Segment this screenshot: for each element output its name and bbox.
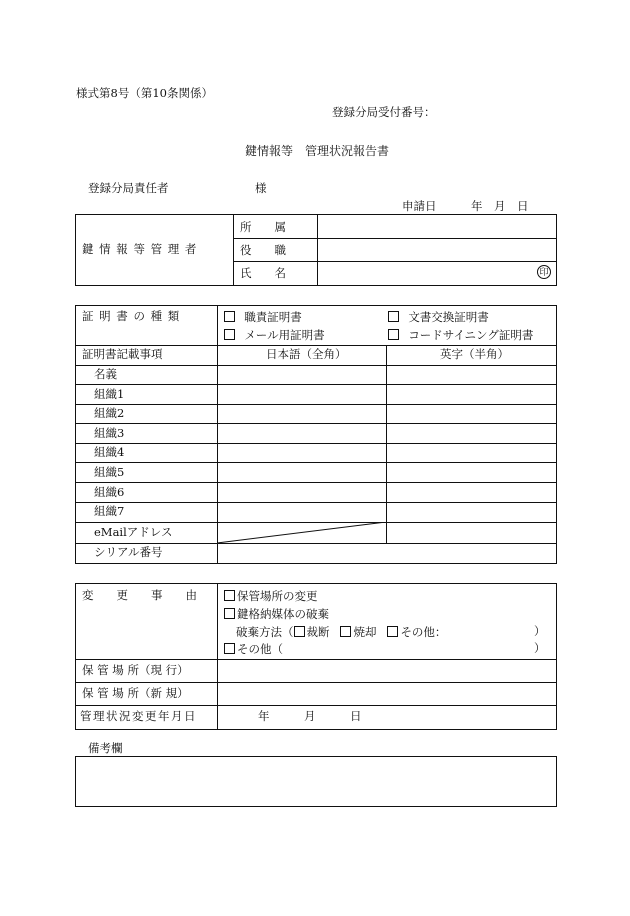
form-number: 様式第8号（第10条関係） xyxy=(76,86,213,100)
english-column-header: 英字（半角） xyxy=(440,347,509,361)
row-label-org4: 組織4 xyxy=(94,445,125,459)
type-option-document[interactable]: 文書交換証明書 xyxy=(388,311,489,324)
change-date-value: 年 月 日 xyxy=(258,709,362,723)
japanese-column-header: 日本語（全角） xyxy=(266,347,347,361)
type-option-mail[interactable]: メール用証明書 xyxy=(224,329,325,342)
seal-mark: 印 xyxy=(537,265,551,279)
checkbox-icon[interactable] xyxy=(387,626,398,637)
row-label-org1: 組織1 xyxy=(94,387,125,401)
new-location-field[interactable] xyxy=(218,683,556,705)
affiliation-field[interactable] xyxy=(318,215,556,238)
row-label-org6: 組織6 xyxy=(94,485,125,499)
name-field[interactable] xyxy=(318,262,556,284)
row-label-org3: 組織3 xyxy=(94,426,125,440)
new-location-label: 保 管 場 所（新 規） xyxy=(82,686,189,700)
remarks-label: 備考欄 xyxy=(88,741,123,755)
close-paren: ） xyxy=(534,624,546,638)
checkbox-icon xyxy=(388,311,399,322)
document-title: 鍵情報等 管理状況報告書 xyxy=(245,144,390,158)
checkbox-icon[interactable] xyxy=(294,626,305,637)
diagonal-strike xyxy=(217,522,386,543)
row-label-org5: 組織5 xyxy=(94,465,125,479)
row-label-org2: 組織2 xyxy=(94,406,125,420)
checkbox-icon xyxy=(224,329,235,340)
items-header: 証明書記載事項 xyxy=(82,347,163,361)
option-location-change[interactable]: 保管場所の変更 xyxy=(224,590,318,603)
honorific: 様 xyxy=(255,181,267,195)
name-label: 氏 名 xyxy=(240,266,286,280)
certificate-type-label: 証 明 書 の 種 類 xyxy=(82,309,181,323)
row-label-holder: 名義 xyxy=(94,367,117,381)
option-media-disposal[interactable]: 鍵格納媒体の破棄 xyxy=(224,608,329,621)
option-other[interactable]: その他（ xyxy=(224,643,283,656)
checkbox-icon xyxy=(224,311,235,322)
change-table xyxy=(75,583,557,730)
manager-table xyxy=(75,214,557,286)
row-label-org7: 組織7 xyxy=(94,504,125,518)
current-location-label: 保 管 場 所（現 行） xyxy=(82,663,189,677)
position-label: 役 職 xyxy=(240,243,286,257)
row-label-email: eMailアドレス xyxy=(94,525,173,539)
manager-label: 鍵 情 報 等 管 理 者 xyxy=(82,242,198,256)
change-reason-label: 変 更 事 由 xyxy=(82,588,197,602)
close-paren: ） xyxy=(534,641,546,655)
application-date: 申請日 年 月 日 xyxy=(402,199,529,213)
checkbox-icon xyxy=(224,590,235,601)
change-date-label: 管理状況変更年月日 xyxy=(80,709,197,723)
type-option-codesign[interactable]: コードサイニング証明書 xyxy=(388,329,533,342)
affiliation-label: 所 属 xyxy=(240,220,286,234)
checkbox-icon[interactable] xyxy=(340,626,351,637)
checkbox-icon xyxy=(224,608,235,619)
position-field[interactable] xyxy=(318,239,556,261)
addressee: 登録分局責任者 xyxy=(88,181,169,195)
type-option-role[interactable]: 職責証明書 xyxy=(224,311,302,324)
remarks-field[interactable] xyxy=(75,756,557,807)
checkbox-icon xyxy=(388,329,399,340)
current-location-field[interactable] xyxy=(218,660,556,682)
certificate-table xyxy=(75,305,557,564)
disposal-method-line: 破棄方法（ 裁断 焼却 その他： xyxy=(236,625,447,639)
receipt-number-label: 登録分局受付番号： xyxy=(332,105,436,119)
row-label-serial: シリアル番号 xyxy=(94,545,163,559)
checkbox-icon xyxy=(224,643,235,654)
